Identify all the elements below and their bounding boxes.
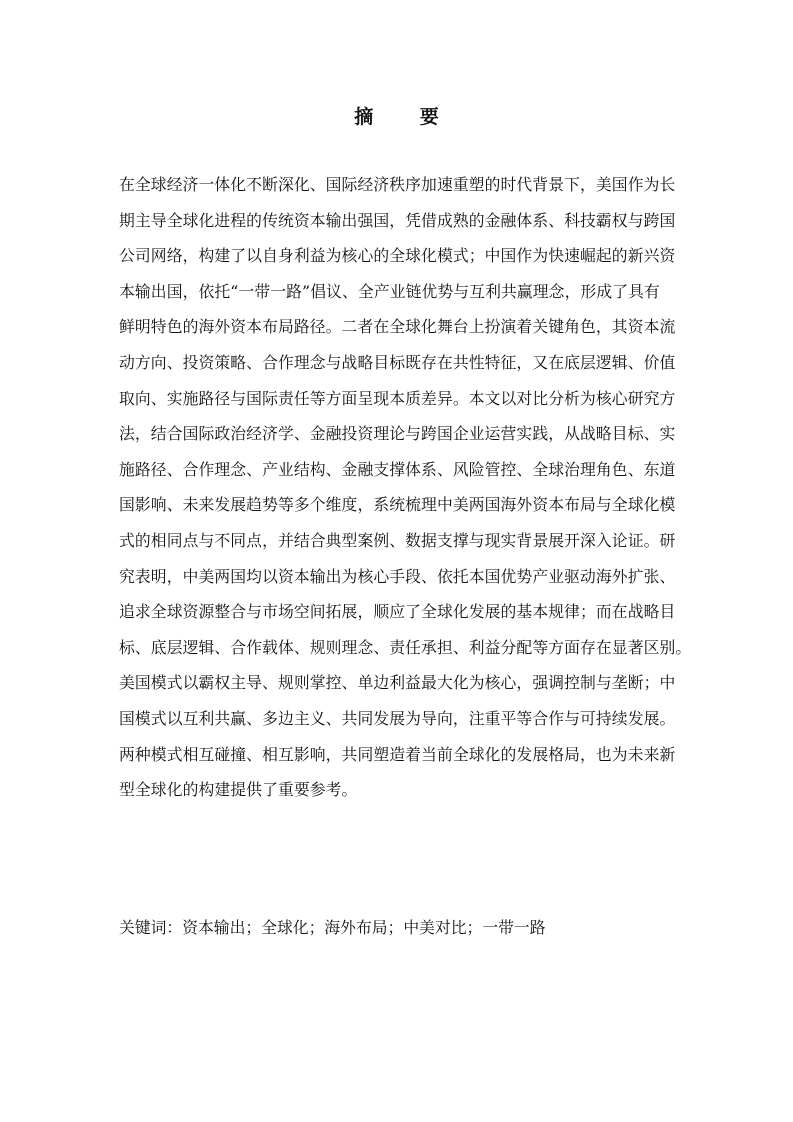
abstract-line: 法，结合国际政治经济学、金融投资理论与跨国企业运营实践，从战略目标、实: [119, 424, 676, 444]
abstract-line: 式的相同点与不同点，并结合典型案例、数据支撑与现实背景展开深入论证。研: [119, 530, 676, 550]
abstract-line: 本输出国，依托“一带一路”倡议、全产业链优势与互利共赢理念，形成了具有: [119, 281, 660, 301]
abstract-line: 型全球化的构建提供了重要参考。: [119, 780, 358, 800]
abstract-line: 在全球经济一体化不断深化、国际经济秩序加速重塑的时代背景下，美国作为长: [119, 175, 676, 194]
abstract-line: 究表明，中美两国均以资本输出为核心手段、依托本国优势产业驱动海外扩张、: [119, 566, 676, 586]
abstract-line: 国影响、未来发展趋势等多个维度，系统梳理中美两国海外资本布局与全球化模: [119, 495, 676, 515]
abstract-heading: 摘 要: [354, 106, 459, 128]
abstract-line: 取向、实施路径与国际责任等方面呈现本质差异。本文以对比分析为核心研究方: [119, 388, 676, 408]
abstract-line: 鲜明特色的海外资本布局路径。二者在全球化舞台上扮演着关键角色，其资本流: [119, 317, 676, 337]
abstract-line: 动方向、投资策略、合作理念与战略目标既存在共性特征，又在底层逻辑、价值: [119, 352, 676, 372]
abstract-line: 公司网络，构建了以自身利益为核心的全球化模式；中国作为快速崛起的新兴资: [119, 246, 676, 266]
abstract-line: 美国模式以霸权主导、规则掌控、单边利益最大化为核心，强调控制与垄断；中: [119, 673, 676, 693]
abstract-line: 期主导全球化进程的传统资本输出强国，凭借成熟的金融体系、科技霸权与跨国: [119, 210, 676, 230]
abstract-line: 施路径、合作理念、产业结构、金融支撑体系、风险管控、全球治理角色、东道: [119, 459, 676, 479]
abstract-line: 追求全球资源整合与市场空间拓展，顺应了全球化发展的基本规律；而在战略目: [119, 602, 676, 622]
keywords-line: 关键词：资本输出；全球化；海外布局；中美对比；一带一路: [119, 918, 546, 937]
abstract-line: 国模式以互利共赢、多边主义、共同发展为导向，注重平等合作与可持续发展。: [119, 708, 676, 728]
abstract-line: 两种模式相互碰撞、相互影响，共同塑造着当前全球化的发展格局，也为未来新: [119, 744, 676, 764]
abstract-line: 标、底层逻辑、合作载体、规则理念、责任承担、利益分配等方面存在显著区别。: [119, 637, 692, 657]
abstract-body: [119, 167, 692, 808]
